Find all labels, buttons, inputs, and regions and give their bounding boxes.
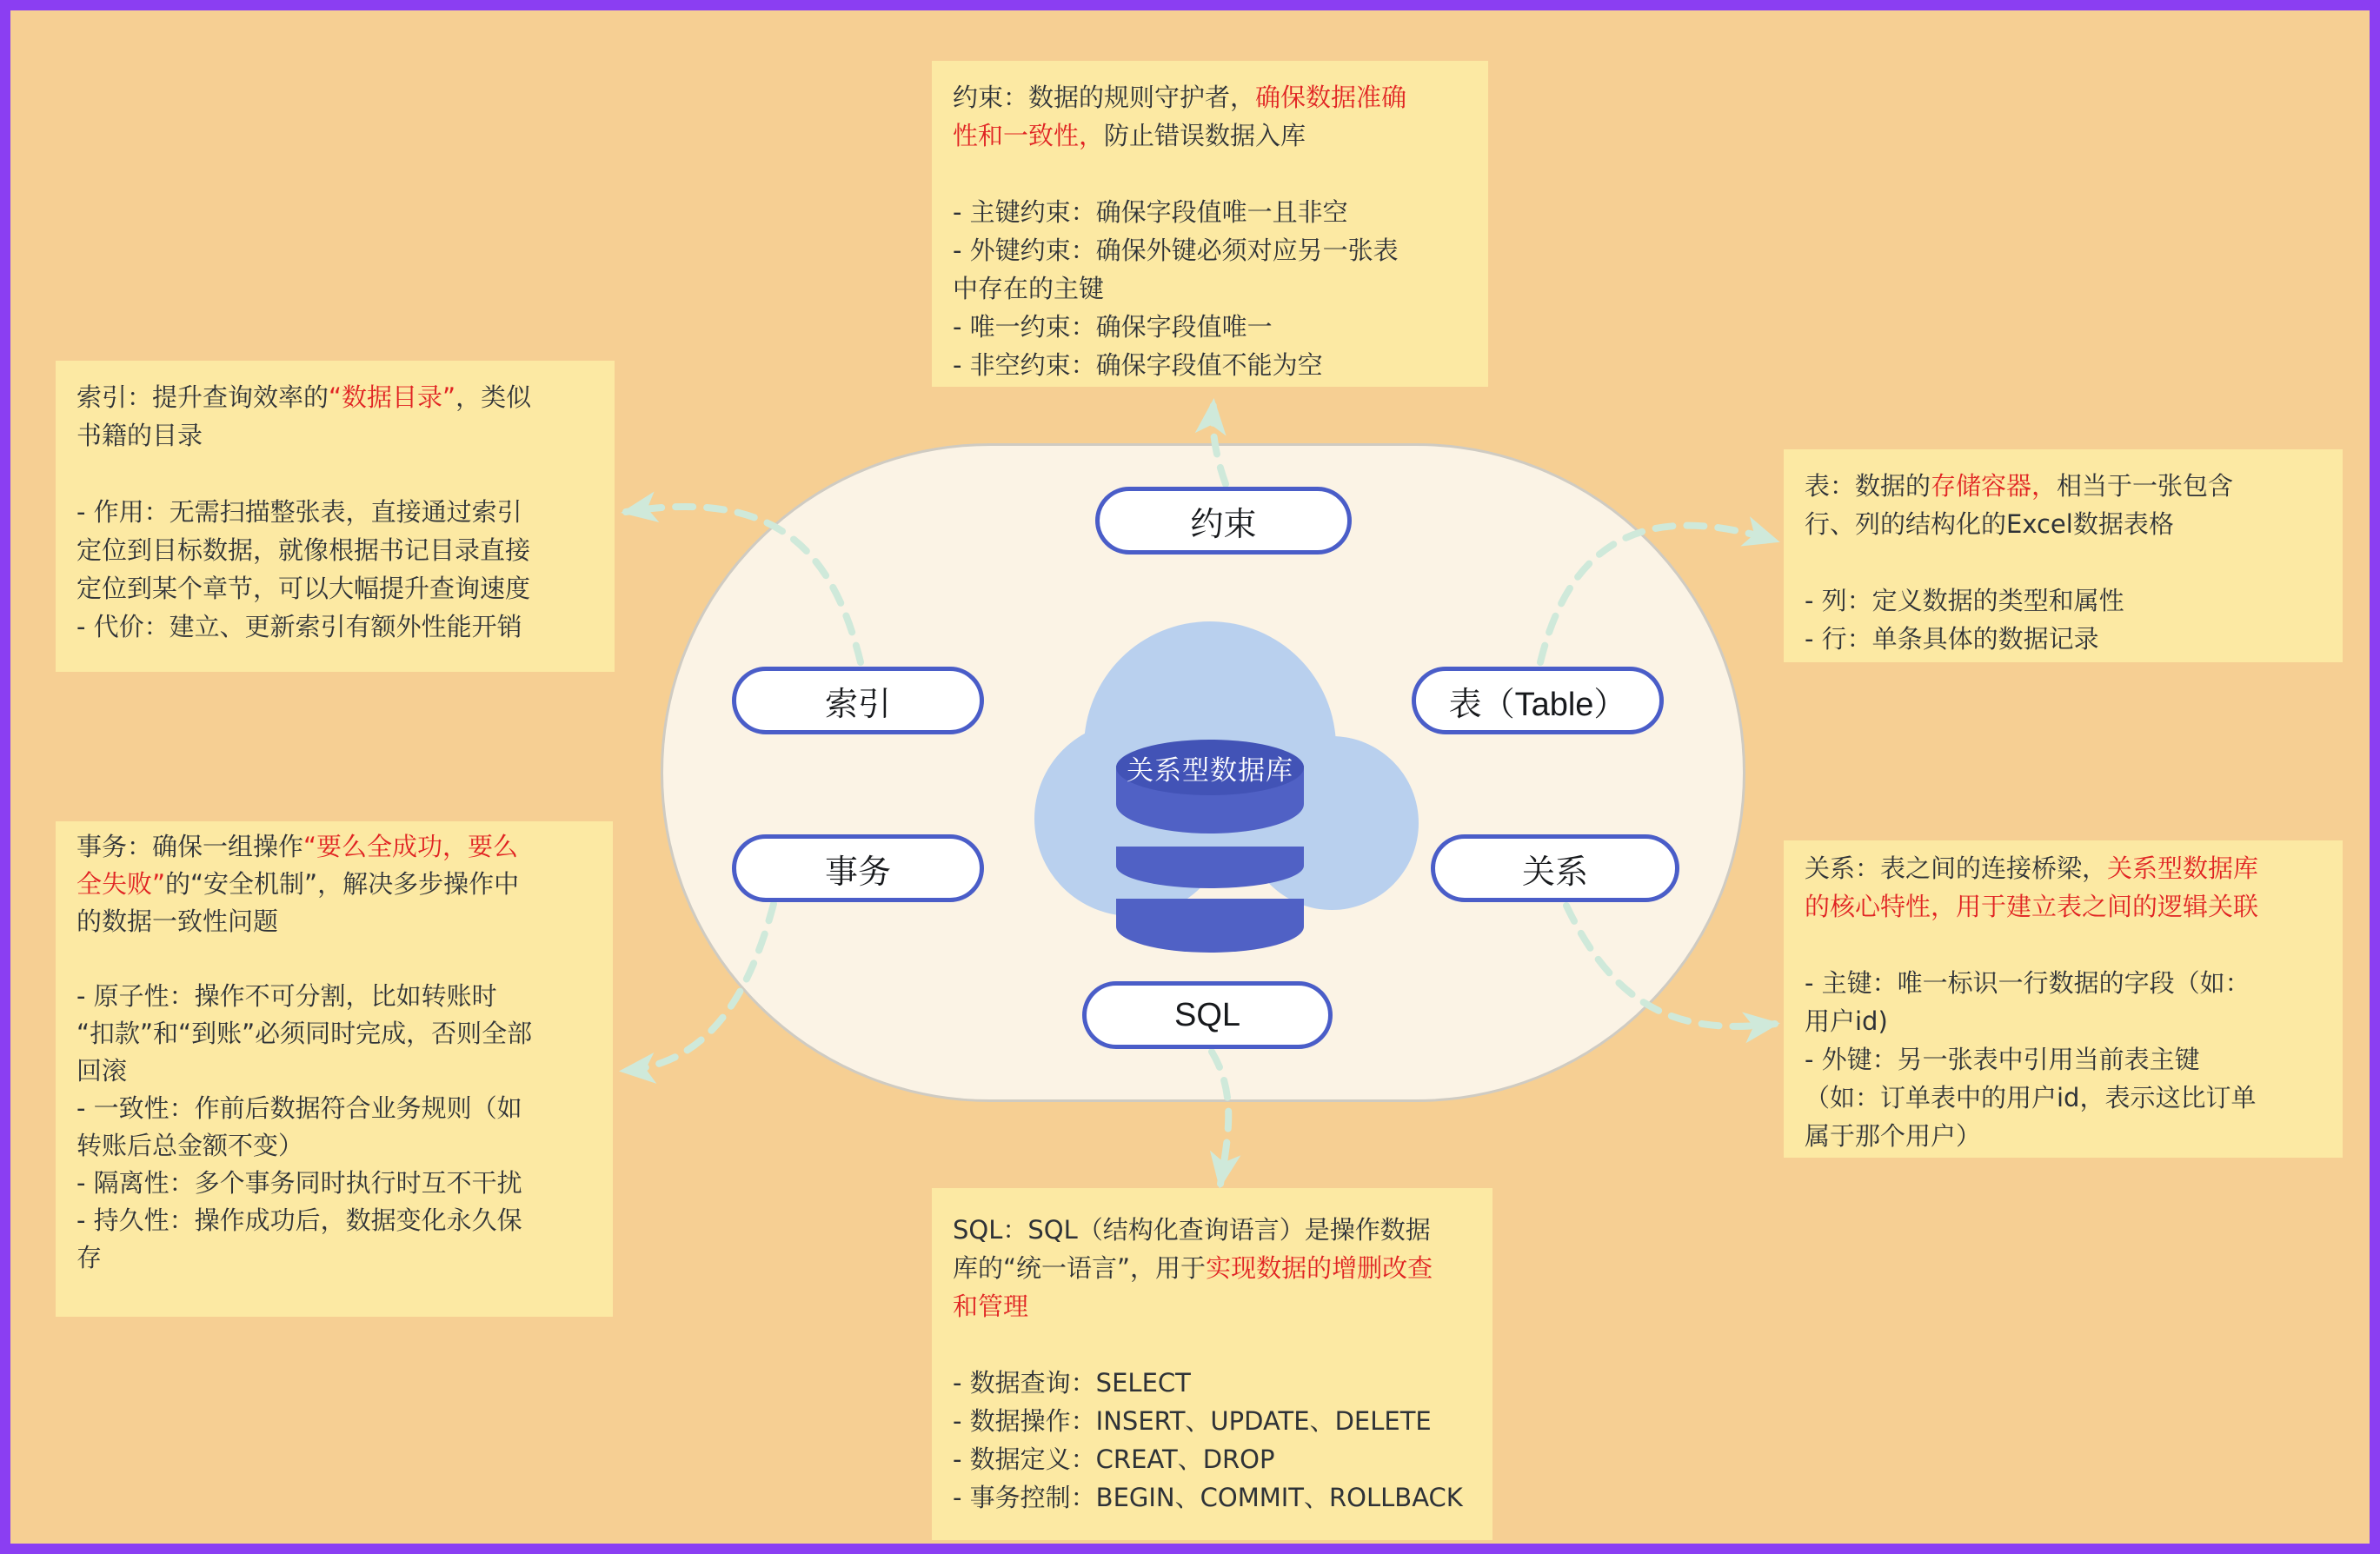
note-text: （如：订单表中的用户id，表示这比订单 <box>1805 1083 2257 1112</box>
note-text: - 列：定义数据的类型和属性 <box>1805 586 2124 615</box>
pill-sql[interactable] <box>1082 981 1333 1049</box>
note-text: - 数据定义：CREAT、DROP <box>953 1444 1275 1474</box>
note-line <box>1805 849 2322 887</box>
pill-constraint-label: 约束 <box>1190 506 1257 543</box>
note-line <box>76 1202 592 1239</box>
note-text: 中存在的主键 <box>953 274 1105 303</box>
pill-transaction-label: 事务 <box>824 853 891 891</box>
note-line <box>76 531 594 569</box>
note-line <box>76 1127 592 1165</box>
note-line <box>76 1015 592 1053</box>
pill-sql-label: SQL <box>1173 996 1241 1033</box>
hub-label[interactable] <box>1116 740 1304 795</box>
note-line <box>953 1211 1472 1249</box>
note-line <box>953 346 1467 384</box>
note-line <box>76 1165 592 1202</box>
note-text: - 一致性：作前后数据符合业务规则（如 <box>76 1093 522 1123</box>
note-text: 相当于一张包含 <box>2057 471 2234 501</box>
highlight-text: 实现数据的增删改查 <box>1206 1253 1433 1283</box>
note-line <box>953 1478 1472 1517</box>
note-line <box>953 78 1467 116</box>
note-line <box>1805 1002 2322 1040</box>
note-text: - 外键约束：确保外键必须对应另一张表 <box>953 236 1399 265</box>
note-line <box>76 608 594 646</box>
note-line <box>953 308 1467 346</box>
note-text: - 非空约束：确保字段值不能为空 <box>953 350 1323 380</box>
note-text: ，类似 <box>455 382 532 412</box>
note-line <box>953 1325 1472 1364</box>
note-box-relation[interactable] <box>1784 840 2343 1158</box>
note-line <box>76 569 594 608</box>
note-line <box>953 1364 1472 1402</box>
note-text: - 作用：无需扫描整张表，直接通过索引 <box>76 497 522 527</box>
note-text: 索引：提升查询效率的 <box>76 382 329 412</box>
note-line <box>1805 467 2322 505</box>
note-line <box>76 493 594 531</box>
note-line <box>1805 620 2322 658</box>
note-line <box>953 1440 1472 1478</box>
pill-index[interactable] <box>732 667 984 734</box>
note-text: 事务：确保一组操作 <box>76 832 304 861</box>
note-text: 用户id) <box>1805 1006 1888 1036</box>
note-text: - 数据操作：INSERT、UPDATE、DELETE <box>953 1406 1432 1436</box>
note-text: - 事务控制：BEGIN、COMMIT、ROLLBACK <box>953 1483 1463 1512</box>
note-text: 转账后总金额不变） <box>76 1131 304 1160</box>
note-text: 防止错误数据入库 <box>1104 121 1306 150</box>
note-line <box>1805 1040 2322 1079</box>
note-text: - 行：单条具体的数据记录 <box>1805 624 2099 654</box>
note-text: - 主键：唯一标识一行数据的字段（如： <box>1805 968 2250 998</box>
note-text: 表：数据的 <box>1805 471 1931 501</box>
note-text: 的数据一致性问题 <box>76 906 279 936</box>
connector-index <box>626 507 861 662</box>
note-text: - 唯一约束：确保字段值唯一 <box>953 312 1273 342</box>
connector-sql <box>1212 1052 1228 1184</box>
note-line <box>76 455 594 493</box>
note-text: - 原子性：操作不可分割，比如转账时 <box>76 981 497 1011</box>
note-box-transaction[interactable] <box>56 821 613 1317</box>
note-line <box>76 416 594 455</box>
note-text: 存 <box>76 1243 103 1272</box>
pill-table[interactable] <box>1412 667 1664 734</box>
note-text: “扣款”和“到账”必须同时完成，否则全部 <box>76 1019 533 1048</box>
note-box-sql[interactable] <box>932 1188 1492 1540</box>
note-line <box>1805 887 2322 926</box>
note-line <box>76 1053 592 1090</box>
note-line <box>953 193 1467 231</box>
pill-table-label: 表（Table） <box>1448 686 1627 723</box>
note-line <box>76 828 592 866</box>
note-text: - 主键约束：确保字段值唯一且非空 <box>953 197 1348 227</box>
highlight-text: 关系型数据库 <box>2107 853 2259 883</box>
pill-index-label: 索引 <box>824 686 891 723</box>
note-line <box>953 116 1467 155</box>
note-text: 的“安全机制”，解决多步操作中 <box>165 869 520 899</box>
note-line <box>953 1249 1472 1287</box>
highlight-text: “要么全成功，要么 <box>303 832 519 861</box>
note-text: 定位到某个章节，可以大幅提升查询速度 <box>76 574 531 603</box>
connector-transaction <box>624 904 774 1071</box>
pill-constraint[interactable] <box>1095 487 1352 555</box>
pill-transaction[interactable] <box>732 834 984 902</box>
note-text: 定位到目标数据，就像根据书记目录直接 <box>76 535 531 565</box>
note-line <box>1805 543 2322 581</box>
note-line <box>953 1402 1472 1440</box>
highlight-text: 的核心特性，用于建立表之间的逻辑关联 <box>1805 892 2259 921</box>
highlight-text: 确保数据准确 <box>1255 83 1407 112</box>
connector-relation <box>1566 906 1775 1026</box>
connector-constraint <box>1213 403 1226 484</box>
note-text: - 外键：另一张表中引用当前表主键 <box>1805 1045 2200 1074</box>
note-line <box>953 269 1467 308</box>
note-line <box>76 978 592 1015</box>
highlight-text: 全失败” <box>76 869 166 899</box>
note-text: 书籍的目录 <box>76 421 203 450</box>
highlight-text: “数据目录” <box>329 382 456 412</box>
pill-relation-label: 关系 <box>1521 853 1588 891</box>
note-line <box>1805 926 2322 964</box>
note-line <box>1805 1079 2322 1117</box>
note-line <box>1805 505 2322 543</box>
highlight-text: 和管理 <box>953 1292 1029 1321</box>
note-line <box>1805 1117 2322 1155</box>
note-box-table[interactable] <box>1784 449 2343 662</box>
note-text: - 数据查询：SELECT <box>953 1368 1191 1398</box>
hub-label-text: 关系型数据库 <box>1127 754 1293 787</box>
note-text: 关系：表之间的连接桥梁， <box>1805 853 2108 883</box>
note-line <box>1805 581 2322 620</box>
note-box-constraint[interactable] <box>932 61 1488 387</box>
note-text: SQL：SQL（结构化查询语言）是操作数据 <box>953 1215 1431 1245</box>
note-text: 回滚 <box>76 1056 128 1086</box>
note-line <box>76 866 592 903</box>
note-line <box>76 1239 592 1277</box>
note-box-index[interactable] <box>56 361 615 672</box>
note-text: 库的“统一语言”，用于 <box>953 1253 1207 1283</box>
note-line <box>953 1287 1472 1325</box>
note-line <box>953 231 1467 269</box>
note-text: 属于那个用户） <box>1805 1121 1982 1151</box>
highlight-text: 性和一致性， <box>953 121 1105 150</box>
connector-table <box>1540 526 1775 662</box>
highlight-text: 存储容器， <box>1931 471 2058 501</box>
note-line <box>1805 964 2322 1002</box>
note-text: 约束：数据的规则守护者， <box>953 83 1256 112</box>
note-text: - 代价：建立、更新索引有额外性能开销 <box>76 612 522 641</box>
note-line <box>76 903 592 940</box>
note-line <box>953 155 1467 193</box>
pill-relation[interactable] <box>1431 834 1679 902</box>
note-line <box>76 378 594 416</box>
note-text: - 隔离性：多个事务同时执行时互不干扰 <box>76 1168 522 1198</box>
note-text: - 持久性：操作成功后，数据变化永久保 <box>76 1205 522 1235</box>
note-line <box>76 940 592 978</box>
note-text: 行、列的结构化的Excel数据表格 <box>1805 509 2174 539</box>
database-cylinder-icon <box>1116 899 1304 953</box>
note-line <box>76 1090 592 1127</box>
